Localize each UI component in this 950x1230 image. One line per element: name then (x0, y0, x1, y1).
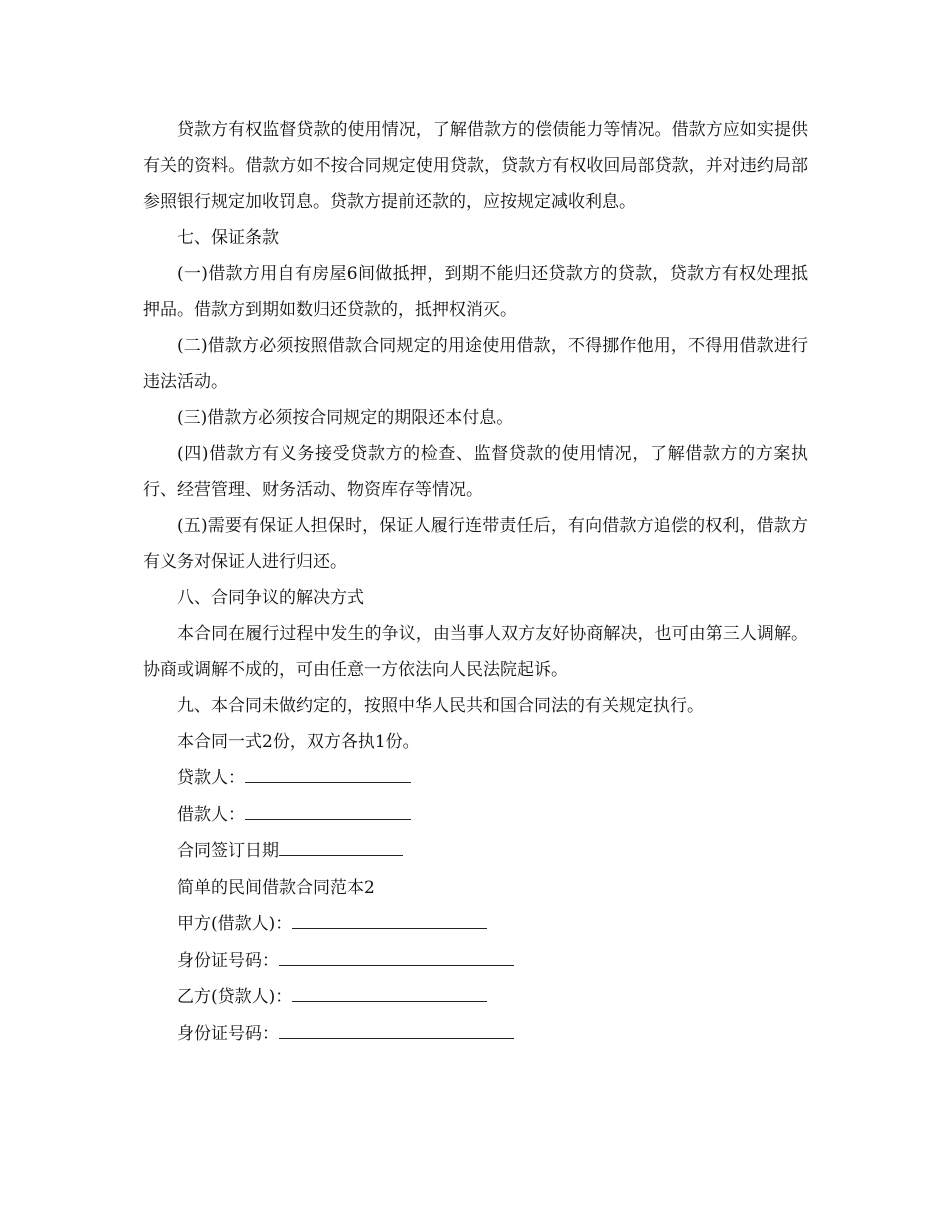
party-b-line (143, 979, 808, 1016)
lender-label: 贷款人： (177, 768, 245, 788)
borrower-blank (245, 801, 411, 820)
sign-date-label: 合同签订日期 (177, 841, 279, 861)
party-a-line (143, 906, 808, 943)
party-b-id-line (143, 1016, 808, 1053)
sign-date-blank (279, 837, 403, 856)
party-a-blank (292, 910, 487, 929)
paragraph-dispute-resolution: 本合同在履行过程中发生的争议，由当事人双方友好协商解决，也可由第三人调解。协商或调解不成的，可由任意一方依法向人民法院起诉。 (143, 624, 808, 680)
heading-guarantee-clause: 七、保证条款 (177, 228, 279, 248)
lender-signature-line (143, 760, 808, 797)
clause-item-5: (五)需要有保证人担保时，保证人履行连带责任后，有向借款方追偿的权利，借款方有义务对保证人进行归还。 (143, 516, 808, 572)
lender-blank (245, 764, 411, 783)
clause-item-4: (四)借款方有义务接受贷款方的检查、监督贷款的使用情况，了解借款方的方案执行、经营管理、财务活动、物资库存等情况。 (143, 444, 808, 500)
clause-item-1: (一)借款方用自有房屋6间做抵押，到期不能归还贷款方的贷款，贷款方有权处理抵押品。借款方到期如数归还贷款的，抵押权消灭。 (143, 264, 808, 320)
heading-dispute-resolution: 八、合同争议的解决方式 (177, 588, 364, 608)
borrower-label: 借款人： (177, 804, 245, 825)
paragraph-lender-rights: 贷款方有权监督贷款的使用情况，了解借款方的偿债能力等情况。借款方应如实提供有关的资料。借款方如不按合同规定使用贷款，贷款方有权收回局部贷款，并对违约局部参照银行规定加收罚息。贷款方提前还款的，应按规定减收利息。 (143, 120, 808, 212)
paragraph-contract-law: 九、本合同未做约定的，按照中华人民共和国合同法的有关规定执行。 (177, 696, 704, 716)
party-b-id-label: 身份证号码： (177, 1023, 279, 1044)
borrower-signature-line (143, 797, 808, 834)
paragraph-copies: 本合同一式2份，双方各执1份。 (177, 732, 420, 752)
party-a-label: 甲方(借款人)： (177, 914, 293, 934)
section2-title: 简单的民间借款合同范本2 (177, 877, 375, 898)
party-b-blank (292, 983, 487, 1002)
party-a-id-blank (279, 947, 514, 966)
party-b-label: 乙方(贷款人)： (177, 987, 293, 1007)
document-page (143, 112, 808, 1052)
sign-date-line (143, 833, 808, 870)
party-a-id-line (143, 943, 808, 980)
clause-item-3: (三)借款方必须按合同规定的期限还本付息。 (177, 408, 514, 428)
clause-item-2: (二)借款方必须按照借款合同规定的用途使用借款，不得挪作他用，不得用借款进行违法活动。 (143, 336, 808, 392)
party-b-id-blank (279, 1020, 514, 1039)
party-a-id-label: 身份证号码： (177, 950, 279, 971)
